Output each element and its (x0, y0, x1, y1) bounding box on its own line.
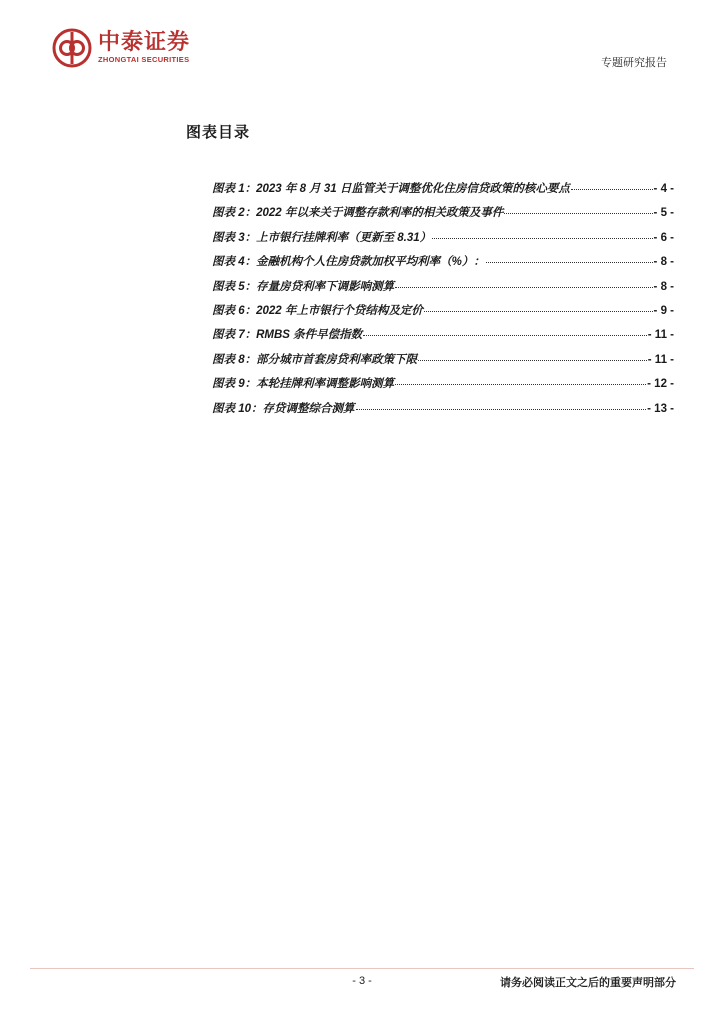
toc-leader-dots (395, 286, 652, 288)
zhongtai-logo-icon (52, 28, 92, 68)
toc-leader-dots (486, 261, 653, 263)
toc-entry-page: - 8 - (653, 280, 674, 293)
logo-text (98, 31, 190, 65)
toc-entry-label: 图表 9：本轮挂牌利率调整影响测算 (212, 378, 395, 391)
toc-entry-page: - 9 - (653, 304, 674, 317)
toc-entry-page: - 12 - (647, 378, 674, 391)
logo-english-name: ZHONGTAI SECURITIES (98, 55, 190, 64)
toc-entry-label: 图表 8：部分城市首套房贷利率政策下限 (212, 353, 418, 366)
toc-entry-7[interactable] (212, 326, 674, 350)
toc-leader-dots (504, 212, 652, 214)
toc-entry-10[interactable] (212, 400, 674, 424)
toc-entry-page: - 13 - (647, 402, 674, 415)
toc-entry-page: - 6 - (653, 231, 674, 244)
toc-entry-3[interactable] (212, 229, 674, 253)
toc-entry-1[interactable] (212, 180, 674, 204)
toc-entry-4[interactable] (212, 253, 674, 277)
toc-leader-dots (418, 359, 647, 361)
toc-entry-page: - 5 - (653, 207, 674, 220)
footer-disclaimer: 请务必阅读正文之后的重要声明部分 (500, 976, 676, 989)
toc-leader-dots (395, 383, 646, 385)
toc-entry-label: 图表 4：金融机构个人住房贷款加权平均利率（%）： (212, 256, 485, 269)
report-type-label: 专题研究报告 (601, 56, 667, 69)
toc-leader-dots (356, 408, 647, 410)
toc-entry-8[interactable] (212, 351, 674, 375)
toc-entry-page: - 8 - (653, 256, 674, 269)
toc-title: 图表目录 (186, 123, 251, 141)
toc-leader-dots (424, 310, 653, 312)
page-header (0, 0, 724, 100)
logo-chinese-name: 中泰证券 (98, 30, 191, 55)
toc-entry-label: 图表 1：2023 年 8 月 31 日监管关于调整优化住房信贷政策的核心要点 (212, 183, 570, 195)
page-number: - 3 - (352, 975, 372, 987)
toc-entry-5[interactable] (212, 278, 674, 302)
toc-entry-2[interactable] (212, 204, 674, 228)
toc-entry-label: 图表 2：2022 年以来关于调整存款利率的相关政策及事件 (212, 207, 504, 220)
toc-entry-9[interactable] (212, 375, 674, 399)
footer-divider (30, 968, 694, 969)
toc-entry-label: 图表 6：2022 年上市银行个贷结构及定价 (212, 304, 423, 317)
table-of-figures (212, 180, 674, 424)
toc-entry-6[interactable] (212, 302, 674, 326)
toc-entry-page: - 11 - (647, 353, 674, 366)
toc-entry-label: 图表 7：RMBS 条件早偿指数 (212, 329, 363, 342)
company-logo (52, 28, 190, 68)
toc-entry-page: - 11 - (647, 329, 674, 342)
toc-leader-dots (363, 334, 647, 336)
toc-leader-dots (571, 188, 653, 190)
toc-entry-label: 图表 3：上市银行挂牌利率（更新至 8.31） (212, 231, 432, 244)
toc-leader-dots (432, 237, 652, 239)
toc-entry-label: 图表 5：存量房贷利率下调影响测算 (212, 280, 395, 293)
toc-entry-page: - 4 - (653, 183, 674, 195)
toc-entry-label: 图表 10：存贷调整综合测算 (212, 402, 355, 415)
